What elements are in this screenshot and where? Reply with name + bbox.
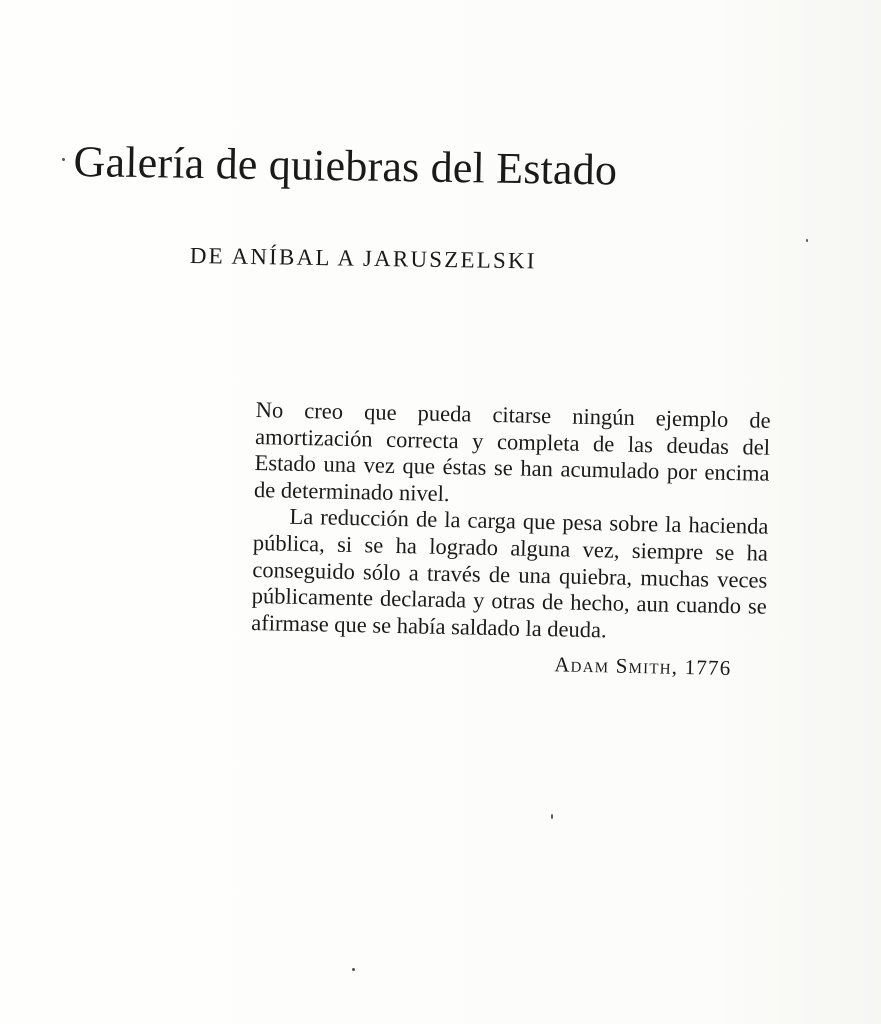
epigraph-quote	[251, 397, 771, 647]
epigraph	[250, 397, 771, 682]
print-speck	[551, 814, 553, 819]
chapter-subtitle: DE ANÍBAL A JARUSZELSKI	[189, 243, 537, 274]
epigraph-paragraph-1: No creo que pueda citarse ningún ejemplo de amortización correcta y completa de las deudas del Estado una vez que éstas se han acumulado por encima de determinado nivel.	[253, 397, 771, 506]
print-speck	[352, 968, 355, 971]
chapter-title: Galería de quiebras del Estado	[73, 137, 618, 195]
print-speck	[62, 158, 65, 161]
epigraph-paragraph-2: La reducción de la carga que pesa sobre la hacienda pública, si se ha logrado alguna vez, siempre se ha conseguido sólo a través de una quiebra, muchas veces públicamente declarada y otras de hecho, aun cuando se afirmase que se había saldado la deuda.	[251, 504, 769, 643]
print-speck	[806, 239, 808, 242]
epigraph-attribution: Adam Smith, 1776	[554, 652, 732, 681]
